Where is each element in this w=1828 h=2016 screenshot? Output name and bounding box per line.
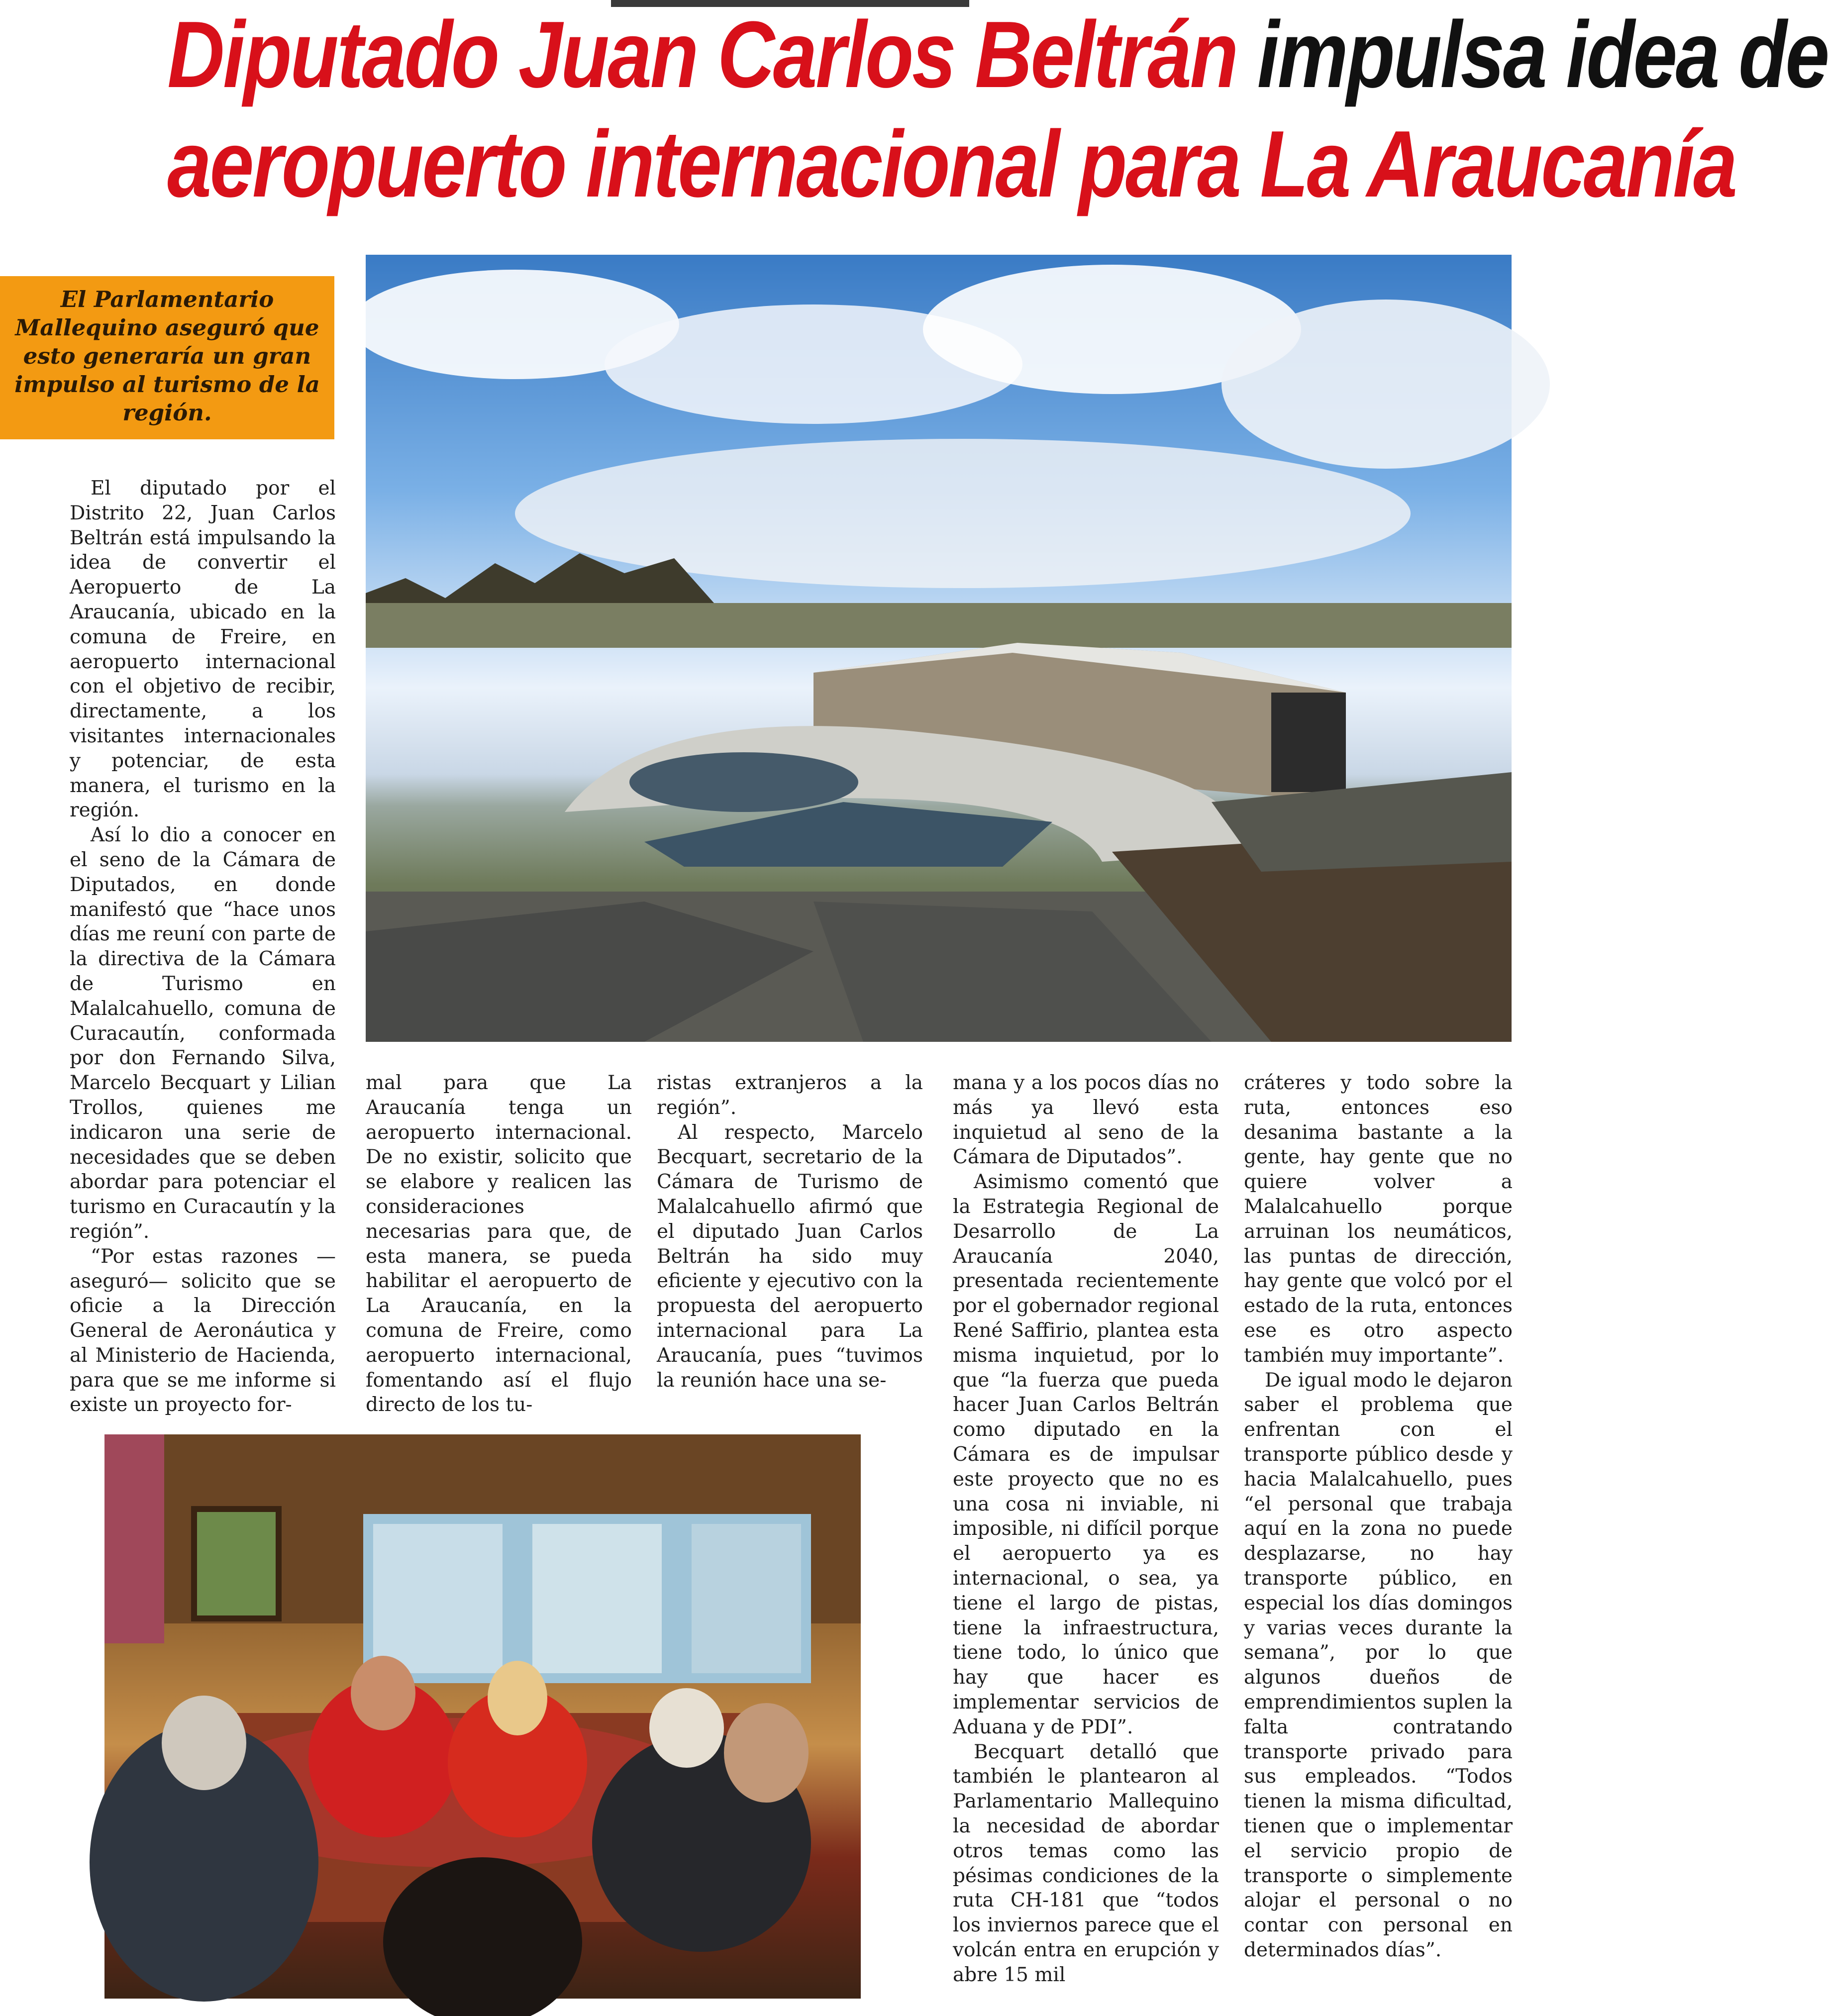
- paragraph: Al respecto, Marcelo Becquart, secretario de la Cámara de Turismo de Malalcahuello afirmó que el diputado Juan Carlos Beltrán ha sido muy eficiente y ejecutivo con la propuesta del aeropuerto internacional para La Araucanía, pues “tuvimos la reunión hace una se-: [657, 1121, 923, 1392]
- article-column-2: [366, 1071, 632, 1417]
- headline-red-part: Diputado Juan Carlos Beltrán: [167, 2, 1237, 107]
- headline-line-2: aeropuerto internacional para La Araucanía: [167, 111, 1736, 217]
- headline-black-part: impulsa idea de: [1236, 2, 1828, 107]
- headline: [167, 0, 1828, 234]
- airport-aerial-photo: [366, 255, 1512, 1042]
- paragraph: Así lo dio a conocer en el seno de la Cámara de Diputados, en donde manifestó que “hace unos días me reuní con parte de la directiva de la Cámara de Turismo en Malalcahuello, comuna de Curacautín, conformada por don Fernando Silva, Marcelo Becquart y Lilian Trollos, quienes me indicaron una serie de necesidades que se deben abordar para potenciar el turismo en Curacautín y la región”.: [70, 824, 336, 1243]
- article-column-4: [953, 1071, 1219, 1987]
- deck-box: [0, 276, 334, 439]
- paragraph: “Por estas razones —aseguró— solicito que se oficie a la Dirección General de Aeronáutica y al Ministerio de Hacienda, para que se me informe si existe un proyecto for-: [70, 1245, 336, 1416]
- article-column-1: [70, 476, 336, 1417]
- paragraph: El diputado por el Distrito 22, Juan Carlos Beltrán está impulsando la idea de convertir el Aeropuerto de La Araucanía, ubicado en la comuna de Freire, en aeropuerto internacional con el objetivo de recibir, directamente, a los visitantes internacionales y potenciar, de esta manera, el turismo en la región.: [70, 477, 336, 822]
- airport-aerial-illustration: [366, 255, 1512, 1042]
- paragraph: ristas extranjeros a la región”.: [657, 1072, 923, 1119]
- paragraph: cráteres y todo sobre la ruta, entonces eso desanima bastante a la gente, hay gente que no quiere volver a Malalcahuello porque arruinan los neumáticos, las puntas de dirección, hay gente que volcó por el estado de la ruta, entonces ese es otro aspecto también muy importante”.: [1244, 1072, 1513, 1367]
- article-column-5: [1244, 1071, 1513, 1963]
- article-column-3: [657, 1071, 923, 1393]
- deck-text: El Parlamentario Mallequino aseguró que esto generaría un gran impulso al turismo de la región.: [14, 286, 320, 426]
- meeting-photo: [104, 1434, 861, 1999]
- paragraph: mal para que La Araucanía tenga un aeropuerto internacional. De no existir, solicito que se elabore y realicen las consideraciones necesarias para que, de esta manera, se pueda habilitar el aeropuerto de La Araucanía, en la comuna de Freire, como aeropuerto internacional, fomentando así el flujo directo de los tu-: [366, 1072, 632, 1416]
- paragraph: De igual modo le dejaron saber el problema que enfrentan con el transporte público desde y hacia Malalcahuello, pues “el personal que trabaja aquí en la zona no puede desplazarse, no hay transporte público, en especial los días domingos y varias veces durante la semana”, por lo que algunos dueños de emprendimientos suplen la falta contratando transporte privado para sus empleados. “Todos tienen la misma dificultad, tienen que o implementar el servicio propio de transporte o simplemente alojar el personal o no contar con personal en determinados días”.: [1244, 1369, 1513, 1961]
- meeting-illustration: [104, 1434, 861, 1999]
- paragraph: Becquart detalló que también le plantearon al Parlamentario Mallequino la necesidad de abordar otros temas como las pésimas condiciones de la ruta CH-181 que “todos los inviernos parece que el volcán entra en erupción y abre 15 mil: [953, 1740, 1219, 1986]
- paragraph: Asimismo comentó que la Estrategia Regional de Desarrollo de La Araucanía 2040, presentada recientemente por el gobernador regional René Saffirio, plantea esta misma inquietud, por lo que “la fuerza que pueda hacer Juan Carlos Beltrán como diputado en la Cámara es de impulsar este proyecto que no es una cosa ni inviable, ni imposible, ni difícil porque el aeropuerto ya es internacional, o sea, ya tiene el largo de pistas, tiene la infraestructura, tiene todo, lo único que hay que hacer es implementar servicios de Aduana y de PDI”.: [953, 1171, 1219, 1738]
- paragraph: mana y a los pocos días no más ya llevó esta inquietud al seno de la Cámara de Diputados”.: [953, 1072, 1219, 1169]
